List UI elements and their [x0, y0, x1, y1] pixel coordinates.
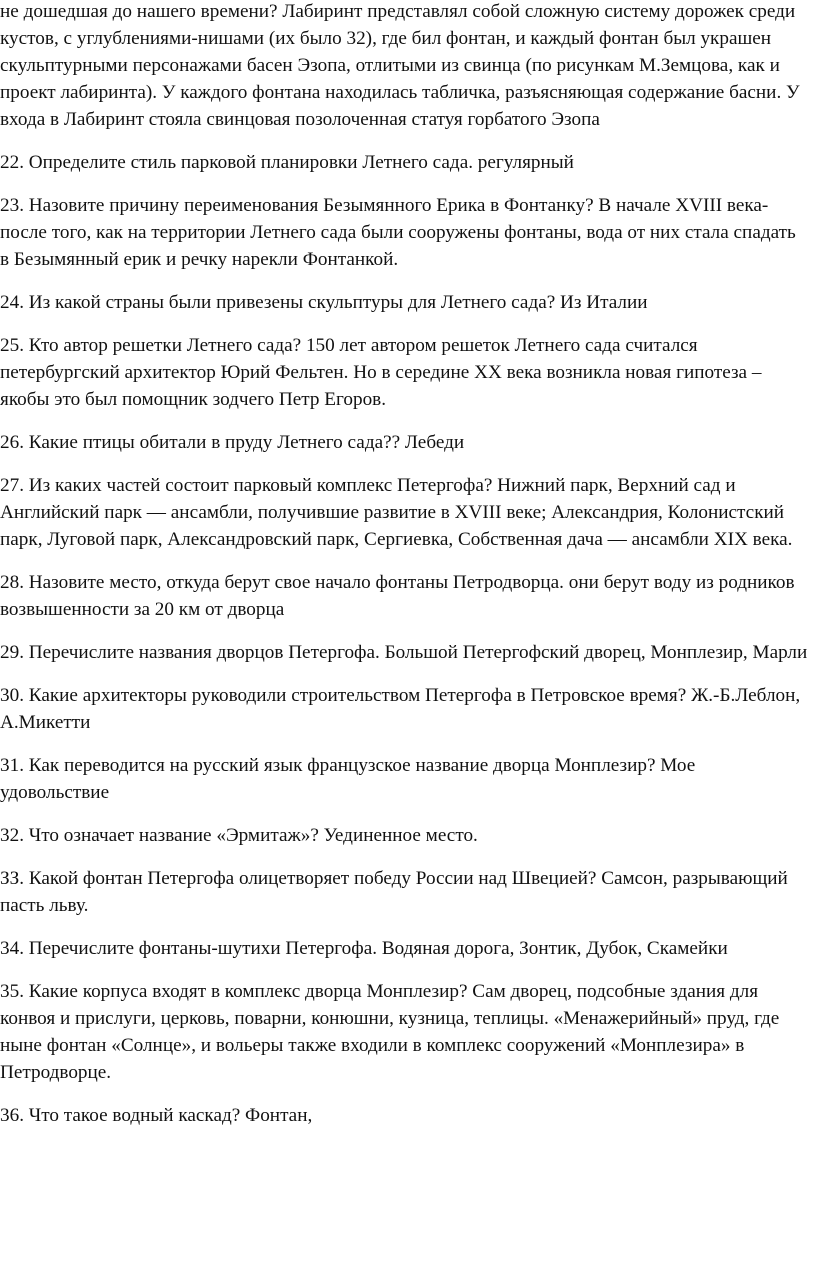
question-30: 30. Какие архитекторы руководили строительством Петергофа в Петровское время? Ж.-Б.Леблон, А.Микетти: [0, 685, 801, 733]
question-25: 25. Кто автор решетки Летнего сада? 150 лет автором решеток Летнего сада считался петербургский архитектор Юрий Фельтен. Но в середине XX века возникла новая гипотеза – якобы это был помощник зодчего Петр Егоров.: [0, 335, 762, 410]
question-22: 22. Определите стиль парковой планировки Летнего сада. регулярный: [0, 152, 574, 173]
question-27: 27. Из каких частей состоит парковый комплекс Петергофа? Нижний парк, Верхний сад и Английский парк — ансамбли, получившие развитие в XVIII веке; Александрия, Колонистский парк, Луговой парк, Александровский парк, Сергиевка, Собственная дача — ансамбли XIX века.: [0, 475, 793, 550]
question-33: ЗЗ. Какой фонтан Петергофа олицетворяет победу России над Швецией? Самсон, разрывающий пасть льву.: [0, 868, 788, 916]
intro-paragraph: не дошедшая до нашего времени? Лабиринт представлял собой сложную систему дорожек среди кустов, с углублениями-нишами (их было 32), где бил фонтан, и каждый фонтан был украшен скульптурными персонажами басен Эзопа, отлитыми из свинца (по рисункам М.Земцова, как и проект лабиринта). У каждого фонтана находилась табличка, разъясняющая содержание басни. У входа в Лабиринт стояла свинцовая позолоченная статуя горбатого Эзопа: [0, 1, 800, 130]
question-36: 36. Что такое водный каскад? Фонтан,: [0, 1105, 313, 1126]
question-26: 26. Какие птицы обитали в пруду Летнего сада?? Лебеди: [0, 432, 465, 453]
question-24: 24. Из какой страны были привезены скульптуры для Летнего сада? Из Италии: [0, 292, 648, 313]
question-34: 34. Перечислите фонтаны-шутихи Петергофа. Водяная дорога, Зонтик, Дубок, Скамейки: [0, 938, 728, 959]
question-28: 28. Назовите место, откуда берут свое начало фонтаны Петродворца. они берут воду из родников возвышенности за 20 км от дворца: [0, 572, 795, 620]
question-32: 32. Что означает название «Эрмитаж»? Уединенное место.: [0, 825, 478, 846]
question-31: 31. Как переводится на русский язык французское название дворца Монплезир? Мое удовольствие: [0, 755, 696, 803]
question-29: 29. Перечислите названия дворцов Петергофа. Большой Петергофский дворец, Монплезир, Марли: [0, 642, 808, 663]
question-35: 35. Какие корпуса входят в комплекс дворца Монплезир? Сам дворец, подсобные здания для конвоя и прислуги, церковь, поварни, конюшни, кузница, теплицы. «Менажерийный» пруд, где ныне фонтан «Солнце», и вольеры также входили в комплекс сооружений «Монплезира» в Петродворце.: [0, 981, 780, 1083]
question-23: 23. Назовите причину переименования Безымянного Ерика в Фонтанку? В начале XVIII века- после того, как на территории Летнего сада были сооружены фонтаны, вода от них стала спадать в Безымянный ерик и речку нарекли Фонтанкой.: [0, 195, 796, 270]
